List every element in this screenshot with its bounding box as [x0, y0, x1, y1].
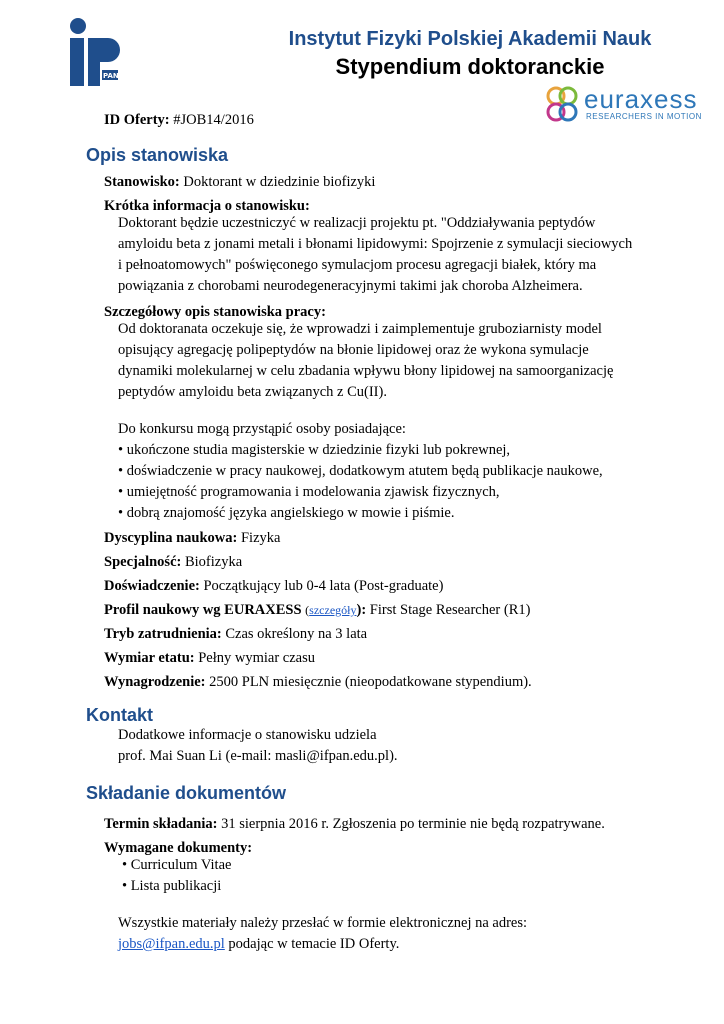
detail-line: opisujący agregację polipeptydów na błonie lipidowej oraz że wykona symulacje — [118, 342, 589, 358]
short-info-line: i pełnoatomowych" poświęconego symulacjom procesu agregacji białek, który ma — [118, 257, 597, 273]
details-link[interactable]: szczegóły — [309, 603, 357, 617]
institute-name: Instytut Fizyki Polskiej Akademii Nauk — [288, 28, 652, 50]
section-heading-submission: Składanie dokumentów — [86, 783, 287, 803]
specialty: Specjalność: Biofizyka — [104, 554, 243, 570]
fte: Wymiar etatu: Pełny wymiar czasu — [104, 650, 316, 666]
document-item: • Curriculum Vitae — [122, 857, 232, 873]
document-item: • Lista publikacji — [122, 878, 222, 894]
detail-line: Od doktoranata oczekuje się, że wprowadzi i zaimplementuje gruboziarnisty model — [118, 321, 602, 337]
detail-label: Szczegółowy opis stanowiska pracy: — [104, 304, 326, 320]
employment-mode: Tryb zatrudnienia: Czas określony na 3 lata — [104, 626, 368, 642]
euraxess-wordmark: euraxess — [584, 84, 698, 114]
requirement-item: • doświadczenie w pracy naukowej, dodatkowym atutem będą publikacje naukowe, — [118, 463, 603, 479]
experience: Doświadczenie: Początkujący lub 0-4 lata (Post-graduate) — [104, 578, 444, 594]
deadline: Termin składania: 31 sierpnia 2016 r. Zgłoszenia po terminie nie będą rozpatrywane. — [104, 816, 605, 832]
ifpan-logo — [64, 16, 120, 88]
short-info-line: Doktorant będzie uczestniczyć w realizacji projektu pt. "Oddziaływania peptydów — [118, 215, 596, 231]
detail-line: peptydów amyloidu beta związanych z Cu(II). — [118, 384, 387, 400]
requirement-item: • ukończone studia magisterskie w dziedzinie fizyki lub pokrewnej, — [118, 442, 511, 458]
short-info-label: Krótka informacja o stanowisku: — [104, 198, 310, 214]
requirement-item: • umiejętność programowania i modelowania zjawisk fizycznych, — [118, 484, 500, 500]
euraxess-profile: Profil naukowy wg EURAXESS (szczegóły): First Stage Researcher (R1) — [104, 602, 531, 618]
svg-text:PAN: PAN — [103, 72, 119, 80]
page-title: Stypendium doktoranckie — [335, 54, 605, 79]
salary: Wynagrodzenie: 2500 PLN miesięcznie (nieopodatkowane stypendium). — [104, 674, 532, 690]
short-info-line: amyloidu beta z jonami metali i błonami lipidowymi: Spojrzenie z symulacji sieciowych — [118, 236, 633, 252]
email-link[interactable]: jobs@ifpan.edu.pl — [118, 936, 225, 952]
section-heading-contact: Kontakt — [86, 705, 153, 725]
documents-label: Wymagane dokumenty: — [104, 840, 253, 856]
detail-line: dynamiki molekularnej w celu zbadania wpływu błony lipidowej na samoorganizację — [118, 363, 614, 379]
contact-line: Dodatkowe informacje o stanowisku udziela — [118, 727, 377, 743]
requirements-intro: Do konkursu mogą przystąpić osoby posiadające: — [118, 421, 406, 437]
position-title: Stanowisko: Doktorant w dziedzinie biofizyki — [104, 174, 376, 190]
contact-line: prof. Mai Suan Li (e-mail: masli@ifpan.edu.pl). — [118, 748, 398, 764]
euraxess-tagline: RESEARCHERS IN MOTION — [586, 112, 702, 121]
section-heading-position: Opis stanowiska — [86, 145, 229, 165]
requirement-item: • dobrą znajomość języka angielskiego w mowie i piśmie. — [118, 505, 455, 521]
euraxess-logo — [540, 84, 702, 128]
submission-email-line: jobs@ifpan.edu.pl podając w temacie ID Oferty. — [118, 936, 400, 952]
offer-id: ID Oferty: #JOB14/2016 — [104, 112, 254, 128]
short-info-line: powiązania z chorobami neurodegeneracyjnymi takimi jak choroba Alzheimera. — [118, 278, 583, 294]
submission-instructions: Wszystkie materiały należy przesłać w formie elektronicznej na adres: — [118, 915, 528, 931]
discipline: Dyscyplina naukowa: Fizyka — [104, 530, 281, 546]
euraxess-rings-icon — [540, 84, 584, 128]
